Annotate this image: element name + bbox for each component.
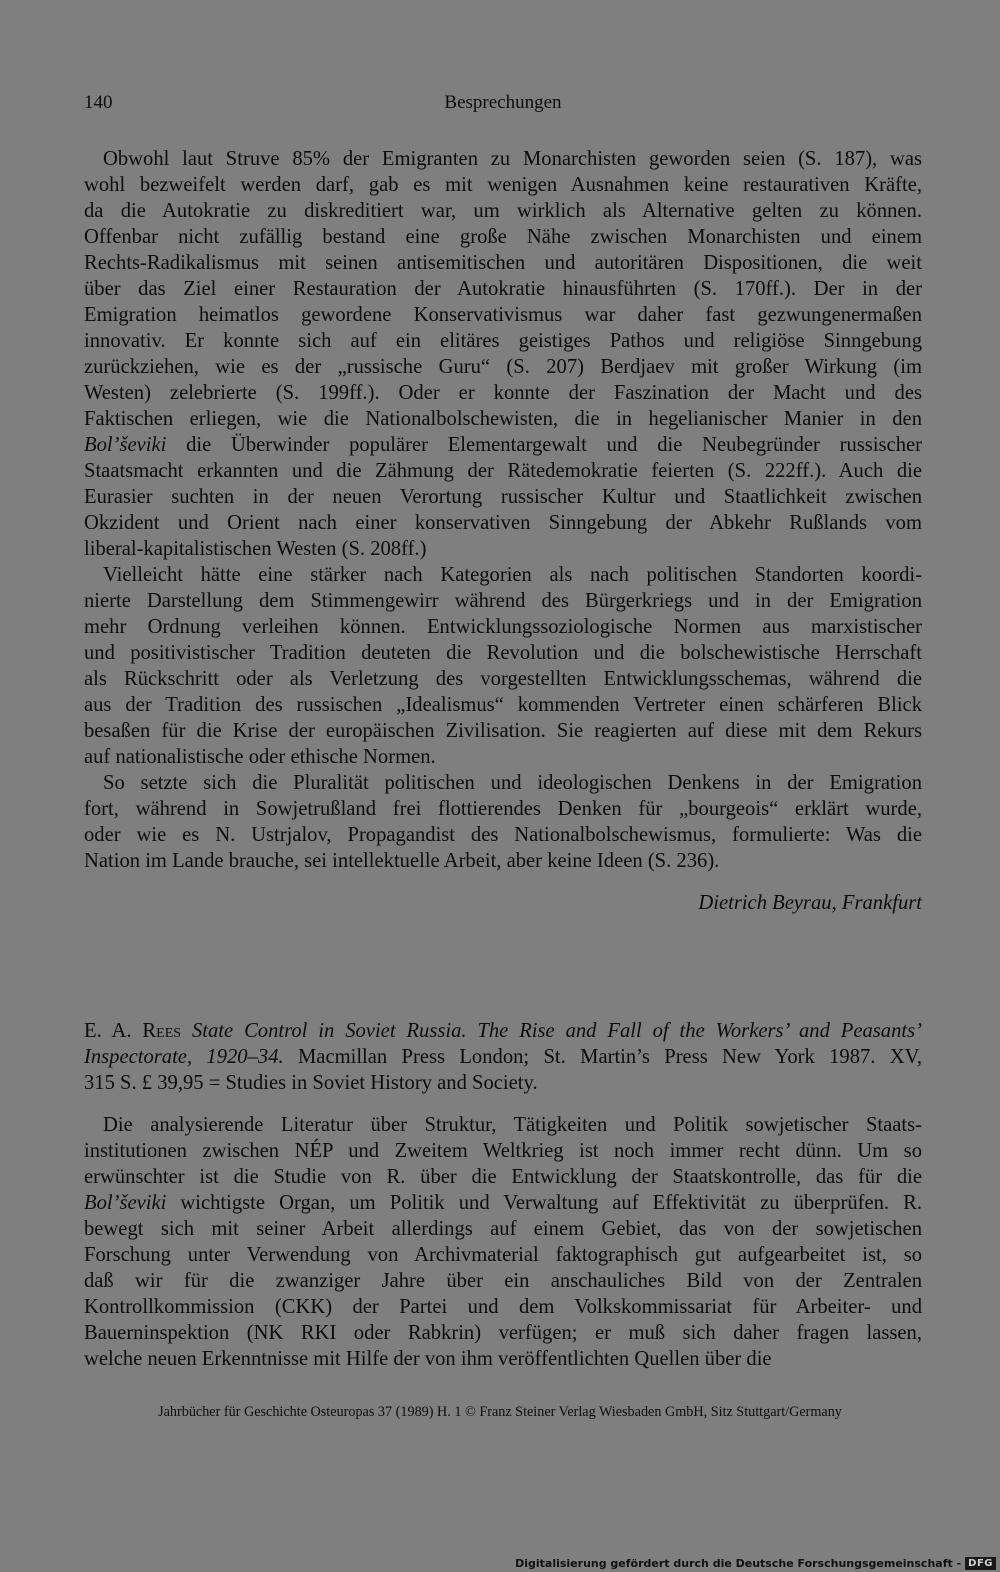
paragraph bbox=[84, 770, 922, 874]
text-line: liberal-kapitalistischen Westen (S. 208ff.) bbox=[84, 538, 427, 560]
text-line: Obwohl laut Struve 85% der Emigranten zu Monarchisten geworden seien (S. 187), was bbox=[103, 148, 922, 170]
text-line: zurückziehen, wie es der „russische Guru“ (S. 207) Berdjaev mit großer Wirkung (im bbox=[84, 356, 922, 378]
text-line: innovativ. Er konnte sich auf ein elitäres geistiges Pathos und religiöse Sinngebung bbox=[84, 330, 922, 352]
paragraph bbox=[84, 562, 922, 770]
text-line: und positivistischer Tradition deuteten die Revolution und die bolschewistische Herrschaft bbox=[84, 642, 922, 664]
text-line: welche neuen Erkenntnisse mit Hilfe der von ihm veröffentlichten Quellen über die bbox=[84, 1348, 772, 1370]
citation-line-2 bbox=[84, 1044, 922, 1070]
citation-publisher: Macmillan Press London; St. Martin’s Press New York 1987. XV, bbox=[298, 1046, 923, 1068]
text-line: daß wir für die zwanziger Jahre über ein anschauliches Bild von der Zentralen bbox=[84, 1270, 922, 1292]
text-line: Emigration heimatlos gewordene Konservativismus war daher fast gezwungenermaßen bbox=[84, 304, 922, 326]
text-line: Kontrollkommission (CKK) der Partei und dem Volkskommissariat für Arbeiter- und bbox=[84, 1296, 922, 1318]
text-line: Offenbar nicht zufällig bestand eine große Nähe zwischen Monarchisten und einem bbox=[84, 226, 922, 248]
text-line: mehr Ordnung verleihen können. Entwicklungssoziologische Normen aus marxistischer bbox=[84, 616, 922, 638]
text-line: fort, während in Sowjetrußland frei flottierendes Denken für „bourgeois“ erklärt wurde, bbox=[84, 798, 922, 820]
text-line: über das Ziel einer Restauration der Autokratie hinausführten (S. 170ff.). Der in der bbox=[84, 278, 922, 300]
text-line: Staatsmacht erkannten und die Zähmung der Rätedemokratie feierten (S. 222ff.). Auch die bbox=[84, 460, 922, 482]
text-line: Westen) zelebrierte (S. 199ff.). Oder er konnte der Faszination der Macht und des bbox=[84, 382, 922, 404]
citation-line-1 bbox=[84, 1018, 922, 1044]
citation-author: E. A. Rees bbox=[84, 1020, 182, 1042]
page-header bbox=[84, 92, 922, 118]
text-line: wohl bezweifelt werden darf, gab es mit wenigen Ausnahmen keine restaurativen Kräfte, bbox=[84, 174, 922, 196]
paragraph bbox=[84, 1112, 922, 1372]
text-line: Die analysierende Literatur über Struktur, Tätigkeiten und Politik sowjetischer Staats- bbox=[103, 1114, 922, 1136]
dfg-logo: DFG bbox=[965, 1557, 996, 1570]
digitization-text: Digitalisierung gefördert durch die Deutsche Forschungsgemeinschaft - bbox=[515, 1557, 962, 1570]
text-line: Faktischen erliegen, wie die Nationalbolschewisten, die in hegelianischer Manier in den bbox=[84, 408, 922, 430]
text-line: So setzte sich die Pluralität politischen und ideologischen Denkens in der Emigration bbox=[103, 772, 922, 794]
text-line: nierte Darstellung dem Stimmengewirr während des Bürgerkriegs und in der Emigration bbox=[84, 590, 922, 612]
text-line: Eurasier suchten in der neuen Verortung russischer Kultur und Staatlichkeit zwischen bbox=[84, 486, 922, 508]
text-line: Rechts-Radikalismus mit seinen antisemitischen und autoritären Dispositionen, die weit bbox=[84, 252, 922, 274]
text-line: besaßen für die Krise der europäischen Zivilisation. Sie reagierten auf diese mit dem Rekurs bbox=[84, 720, 922, 742]
text-line: oder wie es N. Ustrjalov, Propagandist des Nationalbolschewismus, formulierte: Was die bbox=[84, 824, 922, 846]
text-line: Forschung unter Verwendung von Archivmaterial faktographisch gut aufgearbeitet ist, so bbox=[84, 1244, 922, 1266]
review-2-body bbox=[84, 1112, 922, 1372]
review-1-body bbox=[84, 146, 922, 874]
text-line: erwünschter ist die Studie von R. über die Entwicklung der Staatskontrolle, das für die bbox=[84, 1166, 922, 1188]
text-line: Nation im Lande brauche, sei intellektuelle Arbeit, aber keine Ideen (S. 236). bbox=[84, 850, 720, 872]
running-head: Besprechungen bbox=[444, 92, 562, 113]
citation-line-3: 315 S. £ 39,95 = Studies in Soviet History and Society. bbox=[84, 1072, 538, 1094]
text-line: institutionen zwischen NÉP und Zweitem Weltkrieg ist noch immer recht dünn. Um so bbox=[84, 1140, 922, 1162]
text-line: da die Autokratie zu diskreditiert war, um wirklich als Alternative gelten zu können. bbox=[84, 200, 922, 222]
journal-footer: Jahrbücher für Geschichte Osteuropas 37 (1989) H. 1 © Franz Steiner Verlag Wiesbaden GmbH, Sitz Stuttgart/Germany bbox=[158, 1404, 842, 1420]
text-line: aus der Tradition des russischen „Idealismus“ kommenden Vertreter einen schärferen Blick bbox=[84, 694, 922, 716]
text-line: auf nationalistische oder ethische Normen. bbox=[84, 746, 436, 768]
citation-title-part-2: Inspectorate, 1920–34. bbox=[84, 1046, 284, 1068]
paragraph bbox=[84, 146, 922, 562]
text-line: Vielleicht hätte eine stärker nach Kategorien als nach politischen Standorten koordi- bbox=[103, 564, 922, 586]
text-line: Bol’ševiki wichtigste Organ, um Politik und Verwaltung auf Effektivität zu überprüfen. R. bbox=[84, 1192, 922, 1214]
text-line: bewegt sich mit seiner Arbeit allerdings auf einem Gebiet, das von der sowjetischen bbox=[84, 1218, 922, 1240]
reviewer-signature: Dietrich Beyrau, Frankfurt bbox=[698, 892, 922, 914]
text-line: Bauerninspektion (NK RKI oder Rabkrin) verfügen; er muß sich daher fragen lassen, bbox=[84, 1322, 922, 1344]
text-line: als Rückschritt oder als Verletzung des vorgestellten Entwicklungsschemas, während die bbox=[84, 668, 922, 690]
digitization-notice bbox=[515, 1557, 996, 1570]
text-line: Okzident und Orient nach einer konservativen Sinngebung der Abkehr Rußlands vom bbox=[84, 512, 922, 534]
page-number: 140 bbox=[84, 92, 113, 113]
citation-title-part-1: State Control in Soviet Russia. The Rise and Fall of the Workers’ and Peasants’ bbox=[191, 1020, 922, 1042]
review-2-citation bbox=[84, 1018, 922, 1096]
text-line: Bol’ševiki die Überwinder populärer Elementargewalt und die Neubegründer russischer bbox=[84, 434, 922, 456]
